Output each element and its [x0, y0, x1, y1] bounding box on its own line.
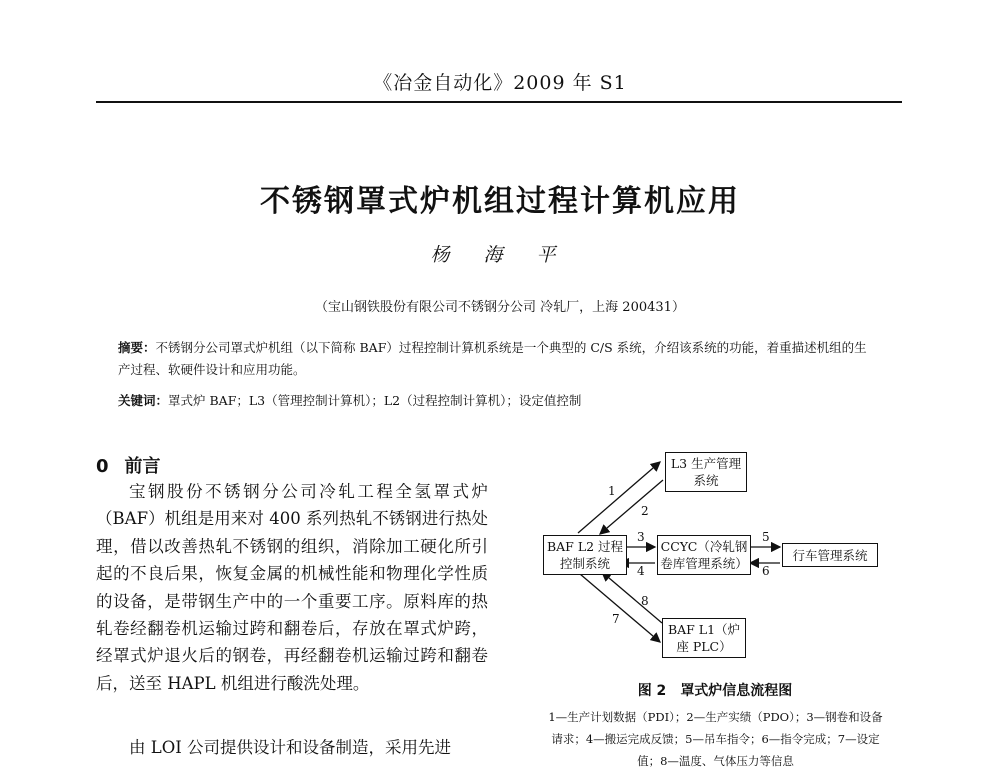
arrow-8	[602, 572, 662, 623]
figure-title: 罩式炉信息流程图	[680, 683, 793, 699]
body-paragraph-1: 宝钢股份不锈钢分公司冷轧工程全氢罩式炉（BAF）机组是用来对 400 系列热轧不锈钢进行热处理，借以改善热轧不锈钢的组织，消除加工硬化所引起的不良后果，恢复金属的机械性能和物理化学性质的设备，是带钢生产中的一个重要工序。原料库的热轧卷经翻卷机运输过跨和翻卷后，存放在罩式炉跨，经罩式炉退火后的钢卷，再经翻卷机运输过跨和翻卷后，送至 HAPL 机组进行酸洗处理。	[96, 482, 488, 693]
keywords-text: 罩式炉 BAF；L3（管理控制计算机）；L2（过程控制计算机）；设定值控制	[168, 393, 582, 408]
arrow-label-7: 7	[612, 612, 620, 626]
arrow-1	[578, 462, 660, 533]
keywords	[118, 390, 878, 412]
section-heading	[96, 452, 161, 478]
author: 杨 海 平	[430, 244, 570, 266]
affiliation: （宝山钢铁股份有限公司不锈钢分公司 冷轧厂，上海 200431）	[315, 300, 685, 315]
arrow-7	[580, 574, 660, 642]
section-title: 前言	[124, 456, 161, 477]
baf-l1-box: BAF L1（炉座 PLC）	[662, 618, 746, 658]
arrow-label-2: 2	[641, 504, 649, 518]
arrow-label-1: 1	[608, 484, 616, 498]
abstract	[118, 337, 878, 381]
ccyc-box: CCYC（冷轧钢卷库管理系统）	[657, 535, 751, 575]
body-paragraph-2: 由 LOI 公司提供设计和设备制造，采用先进	[129, 738, 451, 757]
l3-box: L3 生产管理系统	[665, 452, 747, 492]
arrow-label-6: 6	[762, 564, 770, 578]
header-rule	[96, 101, 902, 103]
arrow-label-3: 3	[637, 530, 645, 544]
abstract-label: 摘要：	[118, 340, 156, 355]
abstract-text: 不锈钢分公司罩式炉机组（以下简称 BAF）过程控制计算机系统是一个典型的 C/S 系统，介绍该系统的功能，着重描述机组的生产过程、软硬件设计和应用功能。	[118, 340, 867, 377]
arrow-label-8: 8	[641, 594, 649, 608]
arrow-label-4: 4	[637, 564, 645, 578]
figure-legend: 1—生产计划数据（PDI）；2—生产实绩（PDO）；3—钢卷和设备请求；4—搬运完成反馈；5—吊车指令；6—指令完成；7—设定值；8—温度、气体压力等信息	[548, 710, 883, 768]
baf-l2-box: BAF L2 过程控制系统	[543, 535, 627, 575]
journal-header: 《冶金自动化》2009 年 S1	[373, 72, 627, 94]
figure-caption	[545, 680, 885, 700]
section-number: 0	[96, 456, 109, 477]
arrow-label-5: 5	[762, 530, 770, 544]
keywords-label: 关键词：	[118, 393, 169, 408]
figure-number: 图 2	[637, 683, 667, 699]
article-title: 不锈钢罩式炉机组过程计算机应用	[260, 184, 740, 219]
crane-box: 行车管理系统	[782, 543, 878, 567]
